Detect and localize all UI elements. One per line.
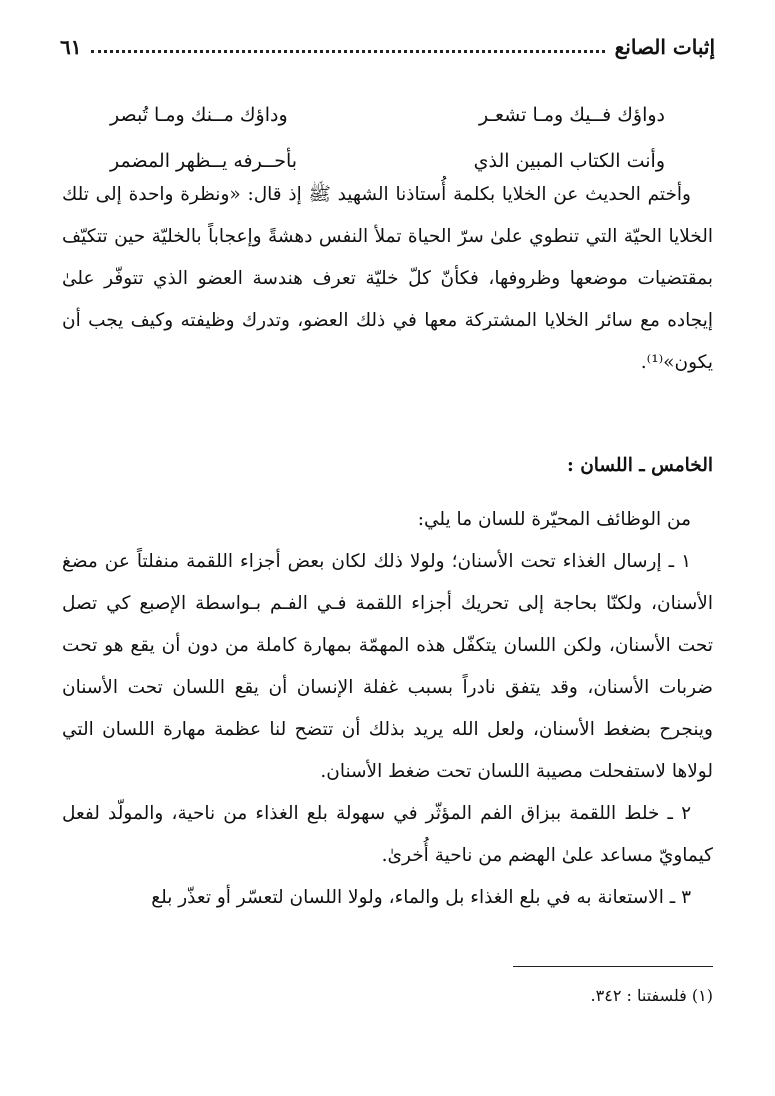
footnote: (١) فلسفتنا : ٣٤٢.: [590, 986, 713, 1005]
list-item-2: ٢ ـ خلط اللقمة ببزاق الفم المؤثّر في سهولة بلع الغذاء من ناحية، والمولّد لفعل كيماويّ مساعد علىٰ الهضم من ناحية أُخرىٰ.: [62, 803, 713, 866]
hemistich-right: دواؤك فــيك ومـا تشعـر: [479, 104, 665, 126]
list-item-3: ٣ ـ الاستعانة به في بلع الغذاء بل والماء، ولولا اللسان لتعسّر أو تعذّر بلع: [151, 887, 691, 908]
section-intro: من الوظائف المحيّرة للسان ما يلي:: [417, 509, 691, 530]
list-item-1: ١ ـ إرسال الغذاء تحت الأسنان؛ ولولا ذلك لكان بعض أجزاء اللقمة منفلتاً عن مضغ الأسنان، ولكنّا بحاجة إلى تحريك أجزاء اللقمة فـي الفـم بـواسطة الإصبع كي تصل تحت الأسنان، ولكن اللسان يتكفّل هذه المهمّة بمهارة كاملة من دون أن يقع هو تحت ضربات الأسنان، وقد يتفق نادراً بسبب غفلة الإنسان أن يقع اللسان تحت الأسنان وينجرح بضغط الأسنان، ولعل الله يريد بذلك أن تتضح لنا عظمة مهارة اللسان التي لولاها لاستفحلت مصيبة اللسان تحت ضغط الأسنان.: [62, 551, 713, 782]
running-header: [60, 32, 715, 62]
footnote-divider: [513, 966, 713, 967]
quote-paragraph: [62, 174, 713, 384]
hemistich-right: وأنت الكتاب المبين الذي: [473, 150, 665, 172]
poem: [110, 92, 665, 184]
header-title: إثبات الصانع: [614, 35, 715, 59]
paragraph-text: وأختم الحديث عن الخلايا بكلمة أُستاذنا الشهيد ﷺ إذ قال: «ونظرة واحدة إلى تلك الخلايا الحيّة التي تنطوي علىٰ سرّ الحياة تملأ النفس دهشةً وإعجاباً بالخليّة حين تتكيّف بمقتضيات موضعها وظروفها، فكأنّ كلّ خليّة تعرف هندسة العضو الذي تتوفّر علىٰ إيجاده مع سائر الخلايا المشتركة معها في ذلك العضو، وتدرك وظيفته وكيف يجب أن يكون»⁽¹⁾.: [62, 184, 713, 373]
page-number: ٦١: [60, 35, 82, 59]
header-dot-leader: [91, 50, 604, 53]
hemistich-left: وداؤك مــنك ومـا تُبصر: [110, 104, 288, 126]
hemistich-left: بأحــرفه يــظهر المضمر: [110, 150, 298, 172]
section-heading: الخامس ـ اللسان :: [566, 455, 713, 476]
poem-verse: [110, 92, 665, 138]
tongue-section: [62, 445, 713, 919]
